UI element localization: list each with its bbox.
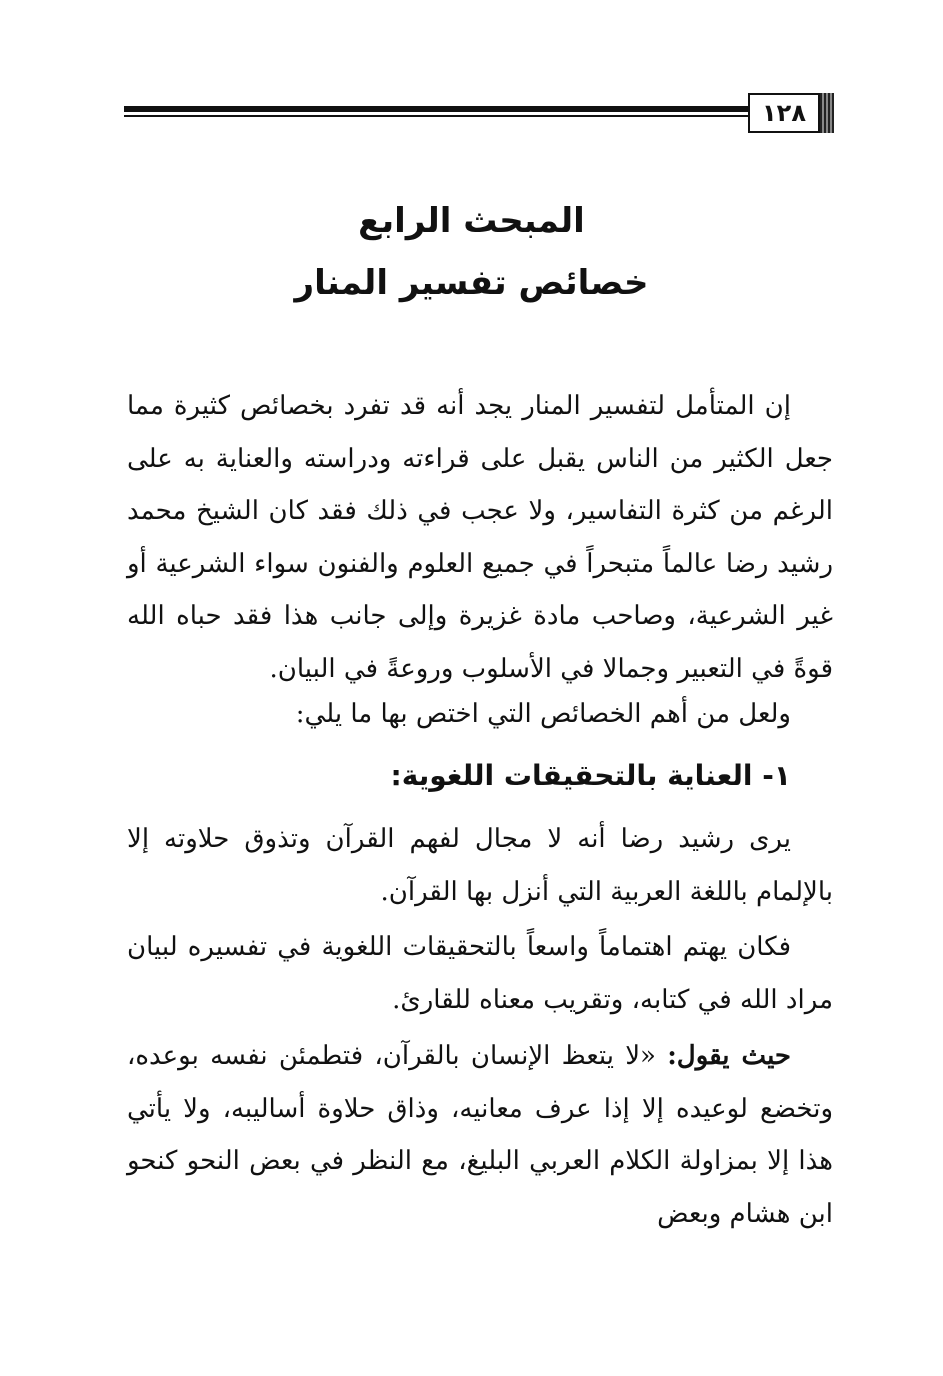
chapter-title: المبحث الرابع [358, 201, 585, 241]
attention-paragraph: فكان يهتم اهتماماً واسعاً بالتحقيقات اللغوية في تفسيره لبيان مراد الله في كتابه، وتقريب معناه للقارئ. [127, 932, 833, 1015]
quote-lead: حيث يقول: [667, 1041, 791, 1071]
page-number-shade [820, 93, 834, 133]
lead-in-paragraph: ولعل من أهم الخصائص التي اختص بها ما يلي: [295, 699, 791, 729]
rashid-view-paragraph: يرى رشيد رضا أنه لا مجال لفهم القرآن وتذوق حلاوته إلا بالإلمام باللغة العربية التي أنزل بها القرآن. [127, 824, 833, 907]
chapter-subtitle: خصائص تفسير المنار [294, 263, 649, 303]
quote-text: «لا يتعظ الإنسان بالقرآن، فتطمئن نفسه بوعده، وتخضع لوعيده إلا إذا عرف معانيه، وذاق حلاوة أساليبه، ولا يأتي هذا إلا بمزاولة الكلام العربي البليغ، مع النظر في بعض النحو كنحو ابن هشام وبعض [127, 1041, 833, 1229]
header-rule-thin [124, 115, 748, 117]
intro-paragraph: إن المتأمل لتفسير المنار يجد أنه قد تفرد بخصائص كثيرة مما جعل الكثير من الناس يقبل على قراءته ودراسته والعناية به على الرغم من كثرة التفاسير، ولا عجب في ذلك فقد كان الشيخ محمد رشيد رضا عالماً متبحراً في جميع العلوم والفنون سواء الشرعية أو غير الشرعية، وصاحب مادة غزيرة وإلى جانب هذا فقد حباه الله قوةً في التعبير وجمالا في الأسلوب وروعةً في البيان. [127, 391, 833, 684]
quote-paragraph [127, 1030, 833, 1240]
header-rule-thick [124, 106, 748, 112]
header-rule [124, 106, 748, 120]
section-heading: ١- العناية بالتحقيقات اللغوية: [390, 759, 791, 792]
page-number: ١٢٨ [748, 93, 820, 133]
